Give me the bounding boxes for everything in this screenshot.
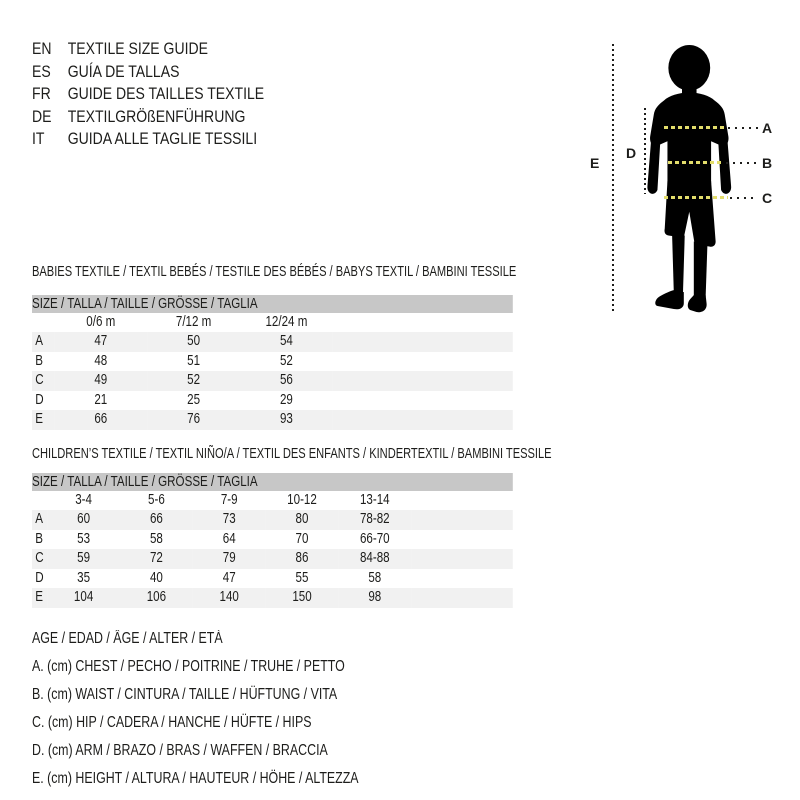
title-text: GUÍA DE TALLAS <box>67 62 180 81</box>
size-value: 48 <box>94 352 108 369</box>
size-value: 50 <box>147 332 240 352</box>
row-label: B <box>35 352 43 369</box>
language-code: DE <box>32 107 52 126</box>
title-row-fr <box>32 83 264 106</box>
size-value: 51 <box>187 352 201 369</box>
row-label: E <box>32 588 47 608</box>
table-row <box>32 371 513 391</box>
size-value: 58 <box>149 530 163 547</box>
column-header-row <box>32 491 513 510</box>
measure-label-e: E <box>590 155 600 171</box>
measurement-legend <box>32 625 359 793</box>
size-value: 104 <box>47 588 120 608</box>
size-value: 140 <box>193 588 266 608</box>
title-row-de <box>32 106 264 129</box>
measure-label-c: C <box>762 190 773 206</box>
measure-label-d: D <box>626 145 637 161</box>
language-code: IT <box>32 130 45 149</box>
size-value: 79 <box>193 549 266 569</box>
title-row-it <box>32 128 264 151</box>
size-value: 66 <box>54 410 147 430</box>
babies-size-table <box>32 295 513 430</box>
size-value: 35 <box>77 569 91 586</box>
table-row <box>32 332 513 352</box>
size-value: 29 <box>279 391 293 408</box>
size-value: 58 <box>368 569 382 586</box>
row-label: A <box>32 332 54 352</box>
size-value: 80 <box>266 510 339 530</box>
col-header: 10-12 <box>287 492 317 508</box>
children-size-table <box>32 473 513 608</box>
size-value: 150 <box>266 588 339 608</box>
size-value: 55 <box>295 569 309 586</box>
legend-hip: C. (cm) HIP / CADERA / HANCHE / HÜFTE / HIPS <box>32 714 312 731</box>
size-value: 52 <box>279 352 293 369</box>
legend-arm: D. (cm) ARM / BRAZO / BRAS / WAFFEN / BRACCIA <box>32 742 328 759</box>
title-language-list <box>32 38 264 151</box>
table-row <box>32 569 513 589</box>
col-header: 3-4 <box>75 492 92 508</box>
waist-highlight-dashes <box>668 161 724 164</box>
col-header: 0/6 m <box>86 314 116 330</box>
size-value: 21 <box>94 391 108 408</box>
size-value: 84-88 <box>338 549 411 569</box>
legend-age: AGE / EDAD / ÂGE / ALTER / ETÀ <box>32 630 223 647</box>
arm-measure-line-d <box>644 108 646 194</box>
col-header: 7/12 m <box>175 314 212 330</box>
title-text: TEXTILGRÖßENFÜHRUNG <box>67 107 246 126</box>
table-row <box>32 588 513 608</box>
col-header: 12/24 m <box>265 314 308 330</box>
col-header: 7-9 <box>220 492 238 508</box>
language-code: FR <box>32 85 51 104</box>
size-value: 60 <box>47 510 120 530</box>
row-label: E <box>32 410 54 430</box>
child-silhouette-image <box>642 45 742 313</box>
legend-chest: A. (cm) CHEST / PECHO / POITRINE / TRUHE / PETTO <box>32 658 345 675</box>
size-value: 66 <box>120 510 193 530</box>
babies-section-heading: BABIES TEXTILE / TEXTIL BEBÉS / TESTILE DES BÉBÉS / BABYS TEXTIL / BAMBINI TESSILE <box>32 263 517 280</box>
language-code: ES <box>32 62 51 81</box>
language-code: EN <box>32 40 52 58</box>
measure-label-a: A <box>762 120 773 136</box>
size-value: 64 <box>222 530 236 547</box>
row-label: B <box>35 530 43 547</box>
size-value: 70 <box>295 530 309 547</box>
size-value: 66-70 <box>359 530 390 547</box>
babies-size-table-wrap <box>32 295 513 430</box>
size-value: 47 <box>222 569 236 586</box>
table-row <box>32 410 513 430</box>
title-row-en <box>32 38 264 61</box>
table-row <box>32 391 513 411</box>
table-row <box>32 510 513 530</box>
legend-height: E. (cm) HEIGHT / ALTURA / HAUTEUR / HÖHE / ALTEZZA <box>32 770 359 787</box>
size-value: 76 <box>147 410 240 430</box>
title-text: GUIDA ALLE TAGLIE TESSILI <box>67 130 258 149</box>
col-header: 5-6 <box>148 492 165 508</box>
size-value: 49 <box>54 371 147 391</box>
title-row-es <box>32 61 264 84</box>
chest-measure-line-a <box>728 127 758 129</box>
height-measure-line-e <box>612 44 614 314</box>
size-value: 56 <box>240 371 333 391</box>
children-section-heading: CHILDREN’S TEXTILE / TEXTIL NIÑO/A / TEXTIL DES ENFANTS / KINDERTEXTIL / BAMBINI TESSILE <box>32 445 552 462</box>
table-row <box>32 549 513 569</box>
col-header: 13-14 <box>359 492 390 508</box>
table-row <box>32 352 513 372</box>
hip-highlight-dashes <box>664 196 728 199</box>
row-label: D <box>35 569 44 586</box>
size-value: 52 <box>147 371 240 391</box>
children-size-table-wrap <box>32 473 513 608</box>
waist-measure-line-b <box>726 162 758 164</box>
title-text: GUIDE DES TAILLES TEXTILE <box>67 85 265 104</box>
row-label: C <box>32 549 47 569</box>
legend-waist: B. (cm) WAIST / CINTURA / TAILLE / HÜFTUNG / VITA <box>32 686 338 703</box>
measure-label-b: B <box>762 155 773 171</box>
size-value: 93 <box>240 410 333 430</box>
hip-measure-line-c <box>730 197 758 199</box>
size-value: 54 <box>240 332 333 352</box>
size-header-bar: SIZE / TALLA / TAILLE / GRÖSSE / TAGLIA <box>32 473 513 491</box>
size-value: 47 <box>54 332 147 352</box>
table-row <box>32 530 513 550</box>
size-value: 86 <box>266 549 339 569</box>
size-value: 53 <box>77 530 91 547</box>
size-value: 73 <box>193 510 266 530</box>
size-value: 40 <box>149 569 163 586</box>
row-label: C <box>32 371 54 391</box>
size-value: 25 <box>187 391 201 408</box>
size-value: 106 <box>120 588 193 608</box>
chest-highlight-dashes <box>664 126 726 129</box>
size-header-bar: SIZE / TALLA / TAILLE / GRÖSSE / TAGLIA <box>32 295 513 313</box>
row-label: D <box>35 391 44 408</box>
column-header-row <box>32 313 513 332</box>
title-text: TEXTILE SIZE GUIDE <box>67 40 208 58</box>
size-value: 72 <box>120 549 193 569</box>
size-value: 59 <box>47 549 120 569</box>
size-value: 98 <box>338 588 411 608</box>
size-value: 78-82 <box>338 510 411 530</box>
row-label: A <box>32 510 47 530</box>
